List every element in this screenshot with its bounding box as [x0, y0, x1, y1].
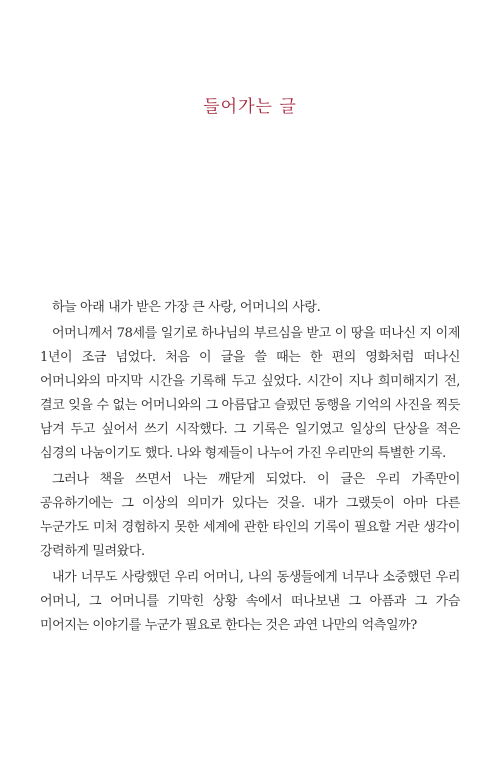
paragraph-1: 하늘 아래 내가 받은 가장 큰 사랑, 어머니의 사랑.: [52, 300, 321, 315]
body-text: [40, 296, 460, 638]
chapter-title: 들어가는 글: [203, 97, 297, 117]
paragraph-3: 그러나 책을 쓰면서 나는 깨닫게 되었다. 이 글은 우리 가족만이 공유하기에는 그 이상의 의미가 있다는 것을. 내가 그랬듯이 아마 다른 누군가도 미처 경험하지 못한 세계에 관한 타인의 기록이 필요할 거란 생각이 강력하게 밀려왔다.: [40, 472, 460, 559]
paragraph-2: 어머니께서 78세를 일기로 하나님의 부르심을 받고 이 땅을 떠나신 지 이제 1년이 조금 넘었다. 처음 이 글을 쓸 때는 한 편의 영화처럼 떠나신 어머니와의 마지막 시간을 기록해 두고 싶었다. 시간이 지나 희미해지기 전, 결코 잊을 수 없는 어머니와의 그 아름답고 슬펐던 동행을 기억의 사진을 찍듯 남겨 두고 싶어서 쓰기 시작했다. 그 기록은 일기였고 일상의 단상을 적은 심경의 나눔이기도 했다. 나와 형제들이 나누어 가진 우리만의 특별한 기록.: [40, 326, 460, 461]
paragraph-4: 내가 너무도 사랑했던 우리 어머니, 나의 동생들에게 너무나 소중했던 우리 어머니, 그 어머니를 기막힌 상황 속에서 떠나보낸 그 아픔과 그 가슴 미어지는 이야기를 누군가 필요로 한다는 것은 과연 나만의 억측일까?: [40, 570, 460, 633]
